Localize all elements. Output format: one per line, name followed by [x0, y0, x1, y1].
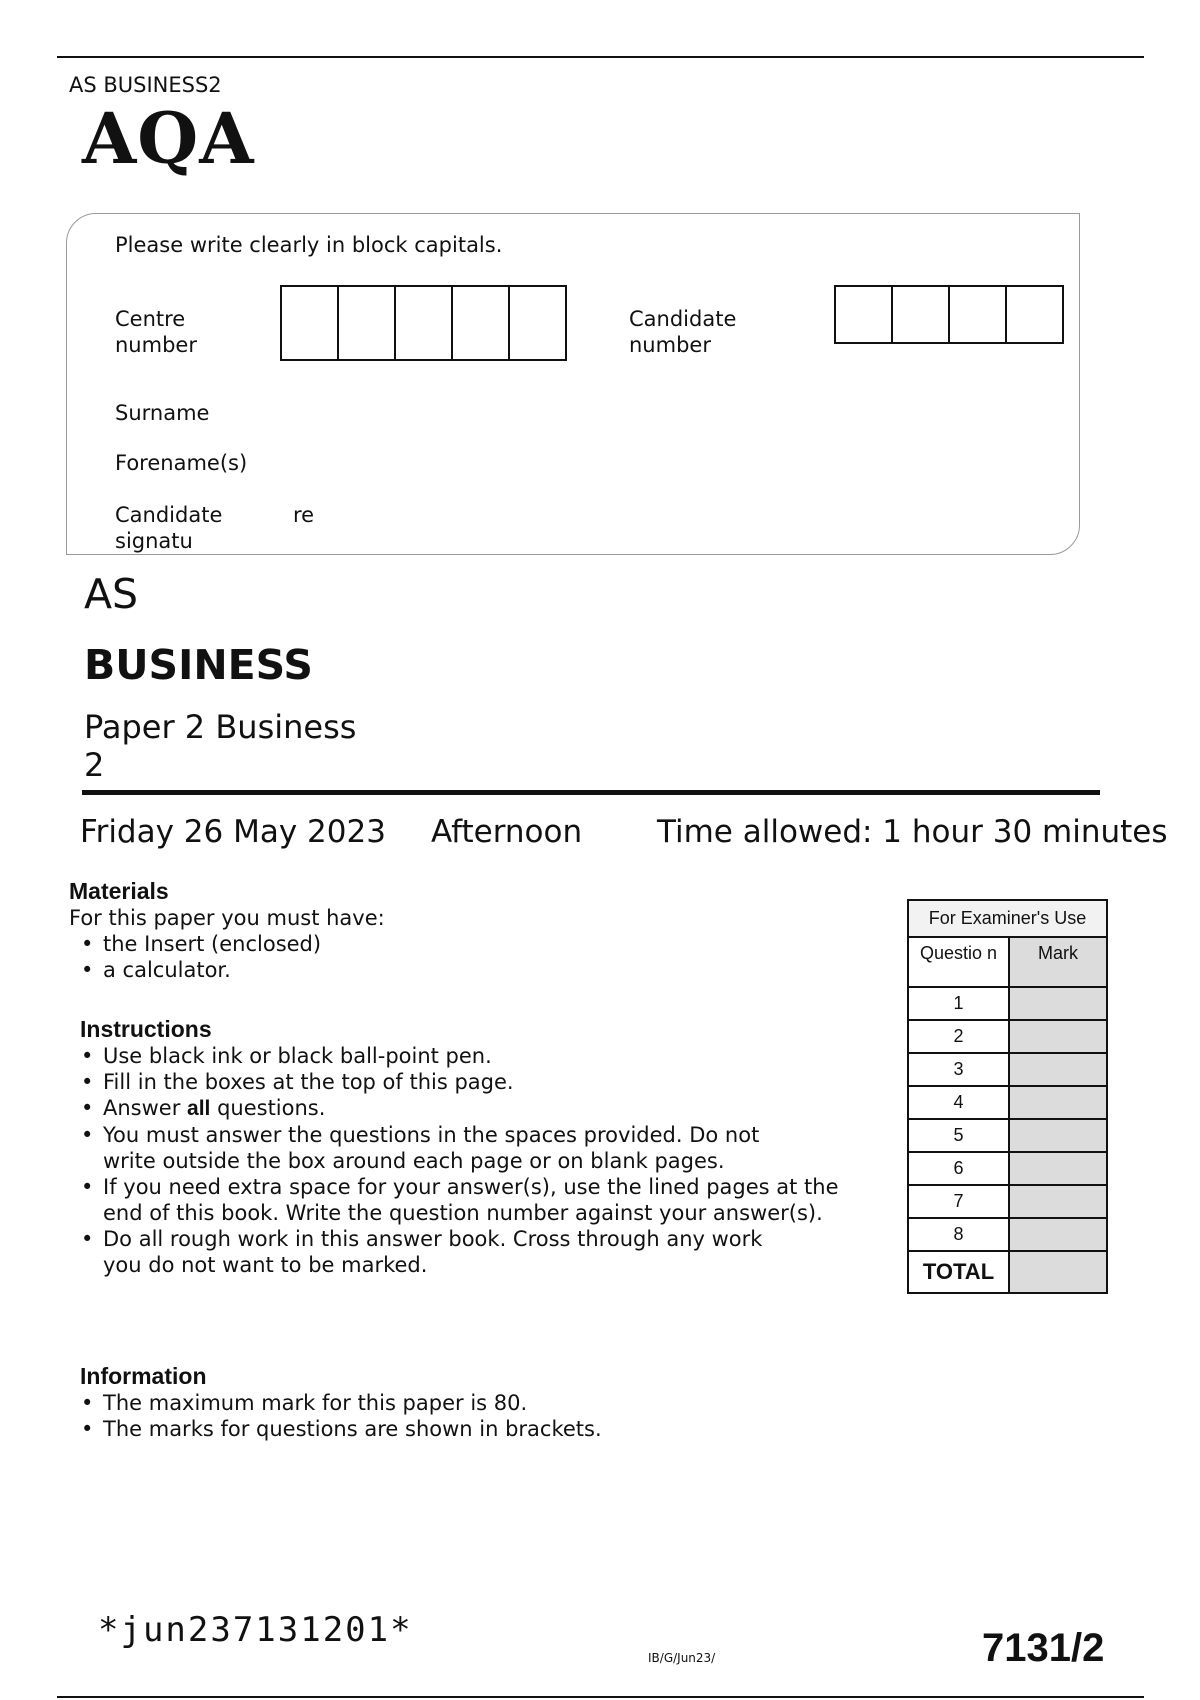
mark-cell	[1009, 1218, 1107, 1251]
total-label: TOTAL	[908, 1251, 1009, 1293]
forenames-label: Forename(s)	[115, 451, 248, 475]
bottom-rule	[57, 1696, 1144, 1698]
board-code: AS BUSINESS2	[69, 73, 222, 97]
signature-label-suffix: re	[293, 503, 315, 527]
information-heading: Information	[80, 1363, 207, 1389]
paper-code: 7131/2	[982, 1626, 1105, 1670]
question-number: 8	[908, 1218, 1009, 1251]
total-mark-cell	[1009, 1251, 1107, 1293]
instruction-item: • Answer all questions.	[69, 1095, 859, 1122]
candidate-number-label: Candidate number	[629, 307, 737, 357]
mark-cell	[1009, 1152, 1107, 1185]
top-rule	[57, 56, 1144, 58]
candidate-digit-box[interactable]	[948, 285, 1007, 344]
mark-cell	[1009, 1053, 1107, 1086]
exam-date: Friday 26 May 2023	[80, 814, 386, 850]
time-allowed: Time allowed: 1 hour 30 minutes	[657, 814, 1168, 850]
centre-digit-box[interactable]	[394, 285, 453, 361]
surname-label: Surname	[115, 401, 210, 425]
instruction-item: • You must answer the questions in the spaces provided. Do not write outside the box around each page or on blank pages.	[69, 1122, 763, 1174]
information-item: • The maximum mark for this paper is 80.	[69, 1390, 859, 1416]
document-reference: IB/G/Jun23/	[648, 1651, 716, 1665]
candidate-number-boxes[interactable]	[834, 285, 1064, 344]
materials-section	[69, 878, 869, 983]
instruction-item: • Fill in the boxes at the top of this page.	[69, 1069, 859, 1095]
signature-label: Candidate signatu	[115, 503, 223, 553]
centre-digit-box[interactable]	[508, 285, 567, 361]
information-section	[69, 1363, 859, 1442]
materials-heading: Materials	[69, 878, 169, 904]
examiners-use-table	[907, 899, 1108, 1294]
mark-cell	[1009, 1020, 1107, 1053]
instruction-item: • Use black ink or black ball-point pen.	[69, 1043, 859, 1069]
aqa-logo: AQA	[82, 97, 255, 180]
materials-intro: For this paper you must have:	[69, 906, 385, 930]
question-column-header: Questio n	[908, 937, 1009, 987]
block-capitals-instruction: Please write clearly in block capitals.	[115, 233, 503, 257]
centre-digit-box[interactable]	[280, 285, 339, 361]
information-item: • The marks for questions are shown in brackets.	[69, 1416, 859, 1442]
candidate-digit-box[interactable]	[891, 285, 950, 344]
paper-title: Paper 2 Business 2	[84, 708, 357, 784]
instruction-item: • Do all rough work in this answer book. Cross through any work you do not want to be marked.	[69, 1226, 783, 1278]
barcode-text: *jun237131201*	[98, 1610, 413, 1650]
mark-cell	[1009, 1086, 1107, 1119]
qualification-level: AS	[84, 570, 139, 618]
question-number: 5	[908, 1119, 1009, 1152]
question-number: 2	[908, 1020, 1009, 1053]
question-number: 6	[908, 1152, 1009, 1185]
instructions-heading: Instructions	[80, 1016, 212, 1042]
exam-session: Afternoon	[431, 814, 583, 850]
instruction-item: • If you need extra space for your answer(s), use the lined pages at the end of this book. Write the question number against your answer(s).	[69, 1174, 863, 1226]
candidate-digit-box[interactable]	[1005, 285, 1064, 344]
examiners-use-title: For Examiner's Use	[908, 900, 1107, 937]
materials-item: • a calculator.	[69, 957, 869, 983]
instructions-section	[69, 1016, 859, 1278]
materials-item: • the Insert (enclosed)	[69, 931, 869, 957]
mark-column-header: Mark	[1009, 937, 1107, 987]
centre-digit-box[interactable]	[451, 285, 510, 361]
title-divider	[82, 790, 1100, 795]
mark-cell	[1009, 987, 1107, 1020]
mark-cell	[1009, 1185, 1107, 1218]
question-number: 3	[908, 1053, 1009, 1086]
centre-number-label: Centre number	[115, 307, 197, 357]
centre-number-boxes[interactable]	[280, 285, 567, 361]
question-number: 1	[908, 987, 1009, 1020]
question-number: 4	[908, 1086, 1009, 1119]
candidate-digit-box[interactable]	[834, 285, 893, 344]
subject-title: BUSINESS	[84, 641, 313, 689]
question-number: 7	[908, 1185, 1009, 1218]
mark-cell	[1009, 1119, 1107, 1152]
centre-digit-box[interactable]	[337, 285, 396, 361]
